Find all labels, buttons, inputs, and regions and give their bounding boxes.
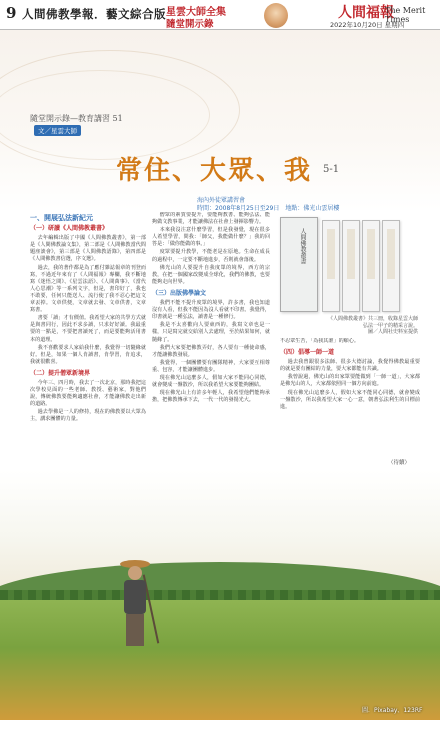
page-header [0,0,440,30]
farm-illustration [0,470,440,720]
article-column-2 [152,212,270,468]
book-spine [362,220,380,312]
event-credit [197,197,339,213]
book-title: 人間佛教叢書 [299,228,306,264]
article-title: 常住、大眾、我 [116,156,313,186]
paragraph: 現在佛光山這麼多人，假如大家不能同心同德，就會變成一盤散沙，所以我希望大家一心一意，朝著弘法利生的目標前進。 [280,389,420,410]
field [0,600,440,720]
credit-line1: 海內外徒眾講習會 [197,197,246,204]
section-name: 人間佛教學報．藝文綜合版 [22,7,166,21]
masthead-english: The Merit Times [385,6,426,24]
book-cover [280,217,318,312]
issue-date: 2022年10月20日 星期四 [330,21,405,29]
paragraph: 今年三、四月時，我去了一次北京，那時我把這次學校見面的一些老師、教授、藝術家，對他們說，傳統佛教要能夠適應社會，才能讓佛教走出新的道路。 [30,379,146,408]
paragraph: 我們大家要把佛教弄好，各人要有一種使命感，才能讓佛教發展。 [152,344,270,358]
paragraph: 我曾說過，佛光山的出家眾要能做到「一師一道」，大家都是佛光山的人，大家都依照同一個方向前進。 [280,374,420,388]
collection-banner[interactable] [160,2,290,29]
article-hero [0,30,440,210]
book-spine [342,220,360,312]
subheading-3: （三）出版佛學論文 [152,289,207,297]
masthead-logo: 人間福報 [338,5,394,21]
subheading-2: （二）提升僧眾新境界 [30,369,91,377]
paragraph: 現在佛光山這麼多人，假如大家不能同心同德，就會變成一盤散沙，所以我希望大家要能夠團結。 [152,374,270,389]
credit-line2: 時間：2008年8月25日至29日 地點：佛光山雲居樓 [197,205,340,212]
author-tag: 文／星雲大師 [34,125,81,136]
paragraph: 現在佛光山上有許多年輕人，我希望他們能夠承擔，把佛教傳承下去，一代一代的發揚光大。 [152,390,270,404]
paragraph: 過去我曾跟很多法師、很多大德討論，我覺得佛教最重要的就是要有團結的力量，要大家都能有共識。 [280,359,420,373]
article-column-3 [280,338,420,468]
banner-line2: 隨堂開示錄 [166,19,214,30]
book-caption-line2: 弘法一甲子的精采言說。 [362,322,418,329]
paragraph: 去年編輯出版了中國《人間佛教叢書》，第一部是《人間佛教論文集》，第二部是《人間佛教當代問題座談會》，第三部是《人間佛教語錄》，第四部是《人間佛教書信選，序文選》。 [30,235,146,263]
article-column-1 [30,212,146,468]
to-be-continued: （待續） [388,460,411,466]
paragraph: 僧眾的素質要提升，要能夠教書、能夠弘法、能夠做文教事業，才能讓佛法在社會上發揮影響力。 [152,212,270,226]
series-title: 隨堂開示錄—教育講習 51 [30,114,123,123]
book-caption-line1: 《人間佛教叢書》共三冊，收錄星雲大師 [327,316,418,322]
paragraph: 我不喜歡要求人家給我什麼，我覺得一切隨緣就好。但是，如果一個人肯讀書，肯學習，肯追求，我就很歡喜。 [30,344,146,365]
paragraph: 我覺得，一個團體要有團隊精神，大家要互相尊重、包容，才能讓團體進步。 [152,359,270,373]
paragraph: 過去，我的著作都是為了應付雜誌報章的刊登而寫，不過近年來有了《人間福報》專欄，我不斷地寫《迷悟之間》、《星雲法語》、《人間萬事》、《當代人心思潮》等一系列文字，但是，書印好了，我也不敢要，任何只能送人、流行使了我不忍心把這文章丟掉。文章供便，文章就去發、文章供書，文章寫書。 [30,264,146,314]
paragraph: 書要「讀」才有價值。我希望大家的共學方式就是與書同行，因此不求多讀，只求好好讀。我最重要的一點是，不要把書讀死了，而是要能夠活用書本的道理。 [30,315,146,343]
book-caption [288,316,418,336]
section-heading: 一、開展弘法新紀元 [30,213,93,222]
subheading-4: （四）倡導一師一道 [280,349,335,357]
paragraph: 我是不太喜歡向人要東西的，我寫文章也是一樣，只是寫完就交給別人去處理，至於結果如何，就隨緣了。 [152,322,270,343]
subheading-1: （一）研讀《人間佛教叢書》 [30,225,109,233]
paragraph: 過去學佛是一人的修持，現在的佛教要以大眾為主，講求團體的力量。 [30,409,146,423]
paragraph: 我們不能不提升度眾的境界，許多書，我也知道沒有人看，但我不能因為沒人看就不印書。我覺得，印書就是一種弘法，讀書是一種修行。 [152,300,270,321]
paragraph: 不忍眾生苦，「為我其誰」的願心。 [280,338,359,344]
paragraph: 本來我沒注意什麼學習，但是我發覺，現在很多人希望學習，問我：「師父，我能做什麼？」我的回答是：「做你能做的事。」 [152,227,270,248]
paragraph: 佛光山的人要提升自我度眾的境界，西方的宗教，在把一個國家改變成全球化，我們的佛教，也要能夠走向世界。 [152,264,270,285]
book-spine [382,220,400,312]
book-spine [322,220,340,312]
article-part: 5-1 [323,164,340,175]
master-portrait-icon [264,3,288,28]
farmer-icon [112,560,160,652]
book-set-image [280,212,420,312]
paragraph: 度眾要提升教學，不能老是在原地。生命在成長的過程中，一定要不斷地進步，否則就會落後。 [152,249,270,263]
page-number: 9 [6,4,17,22]
book-caption-line3: 圖／人間社史料室提供 [367,329,418,335]
banner-line1: 星雲大師全集 [166,7,226,18]
picture-credit: 圖．Pixabay、123RF [362,707,423,714]
